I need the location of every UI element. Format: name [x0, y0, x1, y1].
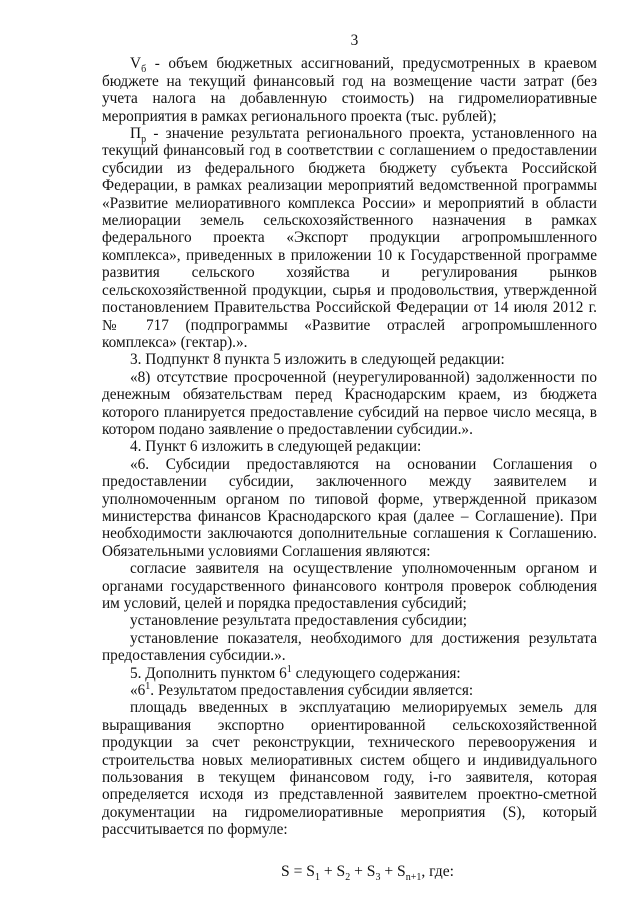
formula-subscript: 2: [345, 871, 351, 883]
paragraph-condition-indicator: установление показателя, необходимого для достижения результата предоставления субсидии.».: [102, 629, 597, 665]
paragraph-item-3: 3. Подпункт 8 пункта 5 изложить в следующей редакции:: [130, 351, 505, 369]
symbol-v-subscript: б: [141, 64, 147, 76]
formula-part: , где:: [421, 862, 454, 880]
paragraph-item-6-1-sup: 1: [145, 680, 151, 692]
paragraph-vb-text: - объем бюджетных ассигнований, предусмотренных в краевом бюджете на текущий финансовый год на возмещение части затрат (без учета налога на добавленную стоимость) на гидромелиоративные мероприятия в рамках регионального проекта (тыс. рублей);: [102, 55, 597, 125]
symbol-v: V: [130, 55, 142, 73]
formula-part: S = S: [281, 862, 315, 880]
paragraph-item-6-1-pre: «6: [130, 682, 146, 700]
symbol-p: П: [130, 125, 142, 143]
paragraph-item-6-1-post: . Результатом предоставления субсидии является:: [150, 682, 474, 700]
paragraph-item-6-1: [102, 682, 597, 699]
page-number: 3: [350, 32, 359, 49]
paragraph-pr-text: - значение результата регионального проекта, установленного на текущий финансовый год в соответствии с соглашением о предоставлении субсидии из федерального бюджета бюджету субъекта Российской Федерации, в рамках реализации мероприятий ведомственной программы «Развитие мелиоративного комплекса России» и мероприятий в области мелиорации земель сельскохозяйственного назначения в рамках федерального проекта «Экспорт продукции агропромышленного комплекса», приведенных в приложении 10 к Государственной программе развития сельского хозяйства и регулирования рынков сельскохозяйственной продукции, сырья и продовольствия, утвержденной постановлением Правительства Российской Федерации от 14 июля 2012 г. № 717 (подпрограммы «Развитие отраслей агропромышленного комплекса» (гектар).».: [102, 125, 597, 351]
paragraph-item-5-post: следующего содержания:: [291, 664, 461, 682]
formula-part: + S: [350, 862, 376, 880]
paragraph-condition-result: установление результата предоставления субсидии;: [130, 612, 468, 630]
paragraph-pr: [102, 125, 597, 351]
paragraph-item-5-pre: 5. Дополнить пунктом 6: [130, 664, 287, 682]
paragraph-item-3-text: «8) отсутствие просроченной (неурегулированной) задолженности по денежным обязательствам перед Краснодарским краем, из бюджета которого планируется предоставление субсидий на первое число месяца, в котором подано заявление о предоставлении субсидии.».: [102, 368, 597, 438]
formula-subscript: 3: [375, 871, 381, 883]
paragraph-item-5-sup: 1: [286, 663, 292, 675]
paragraph-area-definition: площадь введенных в эксплуатацию мелиорируемых земель для выращивания экспортно ориентированной сельскохозяйственной продукции за счет реконструкции, технического перевооружения и строительства новых мелиоративных систем общего и индивидуального пользования в текущем финансовом году, i-го заявителя, которая определяется исходя из представленной заявителем проектно-сметной документации на гидромелиоративные мероприятия (S), который рассчитывается по формуле:: [102, 699, 597, 839]
paragraph-vb: [102, 55, 597, 125]
formula-subscript: n+1: [405, 871, 422, 883]
formula-subscript: 1: [314, 871, 320, 883]
area-formula: [102, 862, 597, 883]
symbol-p-subscript: р: [141, 134, 147, 146]
paragraph-item-5: [102, 665, 597, 682]
formula-part: + S: [380, 862, 406, 880]
paragraph-item-4-text: «6. Субсидии предоставляются на основании Соглашения о предоставлении субсидии, заключенного между заявителем и уполномоченным органом по типовой форме, утвержденной приказом министерства финансов Краснодарского края (далее – Соглашение). При необходимости заключаются дополнительные соглашения к Соглашению. Обязательными условиями Соглашения являются:: [102, 455, 597, 560]
paragraph-condition-consent: согласие заявителя на осуществление уполномоченным органом и органами государственного финансового контроля проверок соблюдения им условий, целей и порядка предоставления субсидий;: [102, 560, 597, 612]
formula-part: + S: [319, 862, 346, 880]
paragraph-item-4: 4. Пункт 6 изложить в следующей редакции:: [130, 438, 422, 456]
